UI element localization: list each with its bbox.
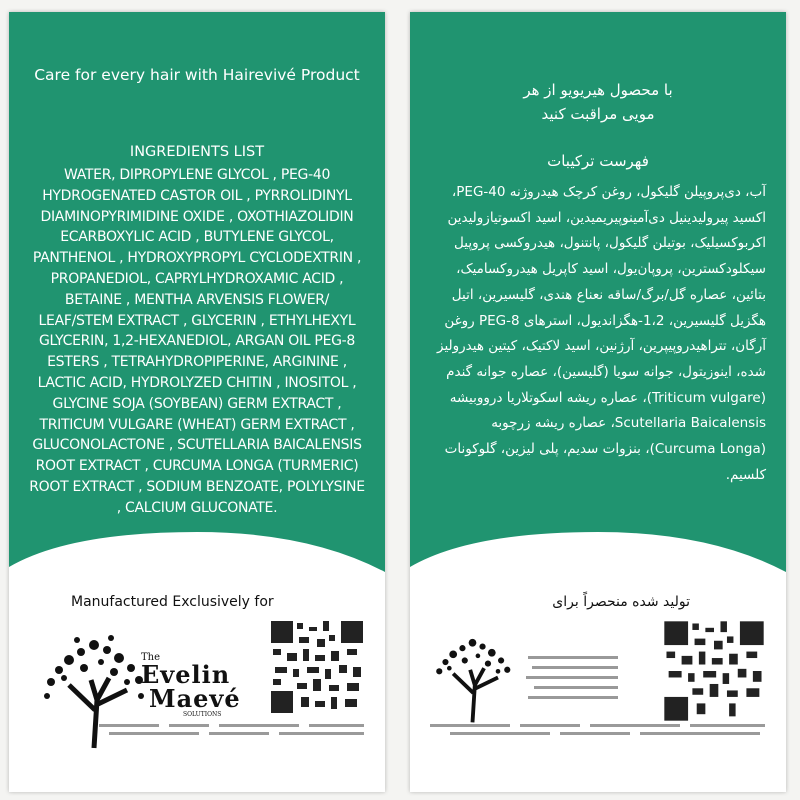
ingredients-list: WATER, DIPROPYLENE GLYCOL , PEG-40 HYDROGENATED CASTOR OIL , PYRROLIDINYL DIAMINOPYRIMIDINE OXIDE , OXOTHIAZOLIDIN ECARBOXYLIC ACID , BUTYLENE GLYCOL, PANTHENOL , HYDROXYPROPYL CYCLODEXTRIN , PROPANEDIOL, CAPRYLHYDROXAMIC ACID , BETAINE , MENTHA ARVENSIS FLOWER/ LEAF/STEM EXTRACT , GLYCERIN , ETHYLHEXYL GLYCERIN, 1,2-HEXANEDIOL, ARGAN OIL PEG-8 ESTERS , TETRAHYDROPIPERINE, ARGININE , LACTIC ACID, HYDROLYZED CHITIN , INOSITOL , GLYCINE SOJA (SOYBEAN) GERM EXTRACT , TRITICUM VULGARE (WHEAT) GERM EXTRACT , GLUCONOLACTONE , SCUTELLARIA BAICALENSIS ROOT EXTRACT , CURCUMA LONGA (TURMERIC) ROOT EXTRACT , SODIUM BENZOATE, POLYLYSINE , CALCIUM GLUCONATE. xyxy=(29,167,365,516)
manufactured-for-label: Manufactured Exclusively for xyxy=(71,594,274,610)
qr-code-icon xyxy=(660,617,768,725)
qr-code-icon xyxy=(267,617,367,717)
ingredients-title: INGREDIENTS LIST xyxy=(129,144,265,160)
tree-logo-icon xyxy=(430,630,515,725)
right-box-panel xyxy=(410,12,786,792)
left-box-panel xyxy=(9,12,385,792)
ingredients-list-fa: آب، دی‌پروپیلن گلیکول، روغن کرچک هیدروژنه PEG-40، اکسید پیرولیدینیل دی‌آمینوپیریمیدین، اسید اکسوتیازولیدین اکربوکسیلیک، بوتیلن گلیکول، پانتنول، هیدروکسی پروپیل سیکلودکسترین، پروپان‌یول، اسید کاپریل هیدروکسامیک، بتائین، عصاره گل/برگ/ساقه نعناع هندی، گلیسیرین، اتیل هگزیل گلیسیرین، 1،2-هگزاندیول، استرهای PEG-8 روغن آرگان، تتراهیدروپیپرین، آرژنین، اسید لاکتیک، کیتین هیدرولیز شده، اینوزیتول، جوانه سویا (گلیسین)، عصاره جوانه گندم (Triticum vulgare)، عصاره ریشه اسکوتلاریا درووبیشه Scutellaria Baicalensis، عصاره ریشه زرچوبه (Curcuma Longa)، بنزوات سدیم، پلی لیزین، گلوکونات کلسیم. xyxy=(437,184,766,483)
ingredients-title-fa: فهرست ترکیبات xyxy=(547,152,649,170)
faded-fa-text-lines-icon xyxy=(518,652,628,712)
brand-logo-text xyxy=(141,652,241,718)
manufactured-for-label-fa: تولید شده منحصراً برای xyxy=(552,594,690,610)
brand-the: The xyxy=(141,652,161,663)
tagline: Care for every hair with Hairevivé Product xyxy=(34,66,360,84)
brand-subtitle: SOLUTIONS xyxy=(183,711,222,718)
barcode-strip-icon xyxy=(99,722,369,742)
tagline-fa: با محصول هیریویو از هر مویی مراقبت کنید xyxy=(523,81,673,123)
brand-name-line1: Evelin xyxy=(141,660,231,689)
barcode-strip-icon xyxy=(430,722,770,742)
brand-name-line2: Maevé xyxy=(149,684,241,713)
